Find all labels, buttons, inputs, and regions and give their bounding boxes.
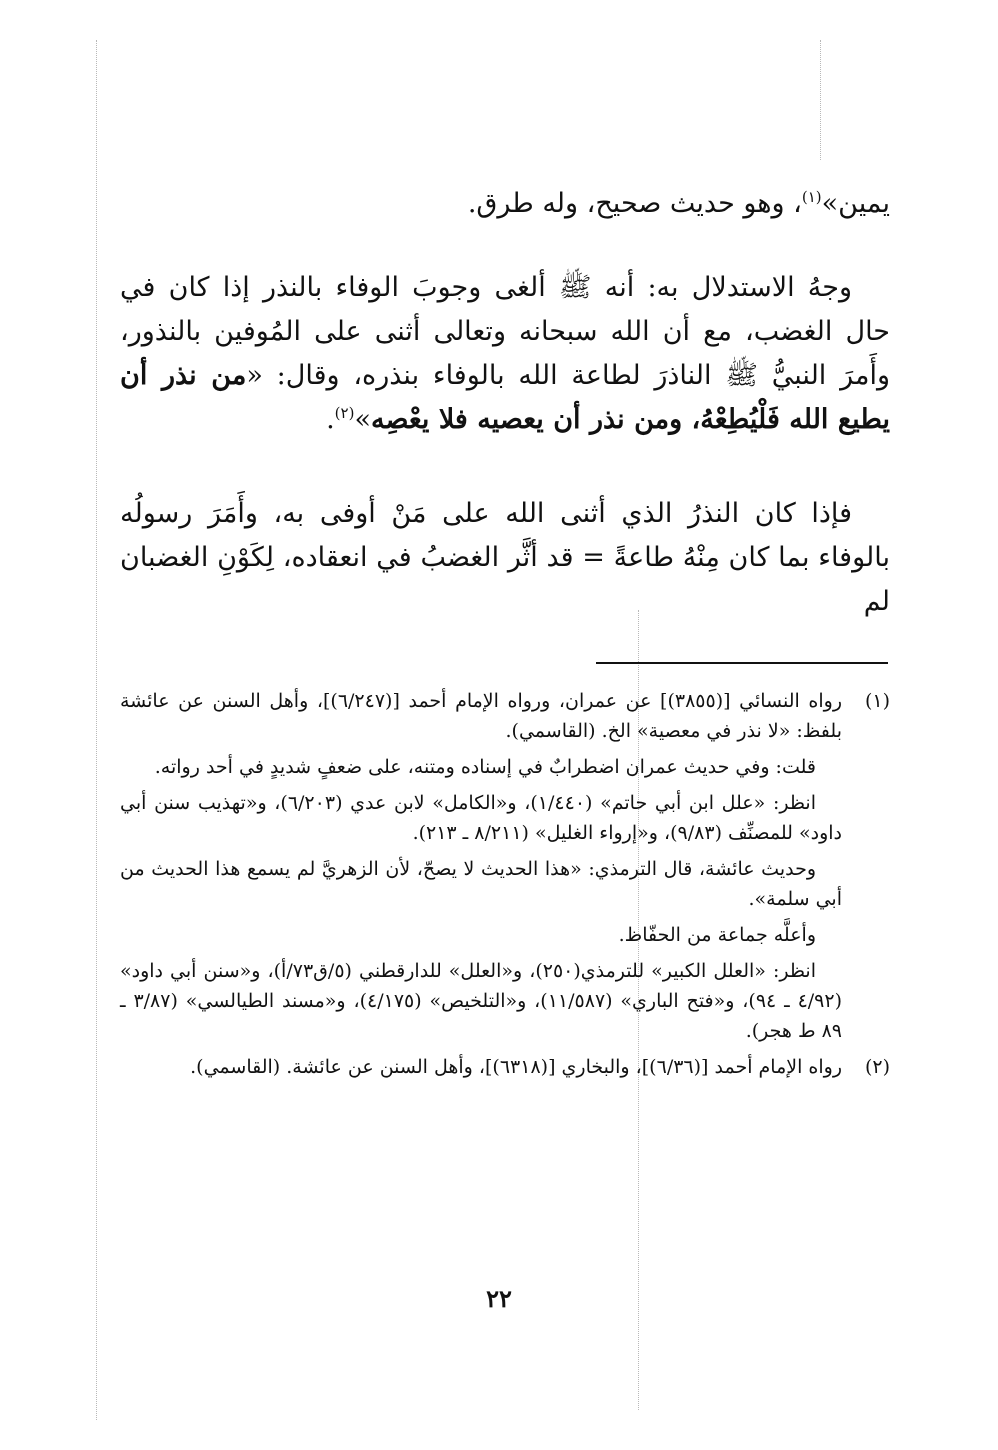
footnote-ref-2[interactable]: (٢): [334, 404, 355, 422]
footnote-note: وأعلَّه جماعة من الحفّاظ.: [618, 924, 816, 946]
hadith-quote: من نذر أن يطيع الله فَلْيُطِعْهُ، ومن نذر أن يعصيه فلا يعْصِه: [120, 360, 890, 435]
footnote-text: رواه النسائي [(٣٨٥٥)] عن عمران، ورواه الإمام أحمد [(٦/٢٤٧)]، وأهل السنن عن عائشة بلفظ: «لا نذر في معصية» الخ. (القاسمي).: [120, 690, 843, 742]
footnote-separator: [596, 662, 888, 664]
p2-plain: وجهُ الاستدلال به: أنه ﷺ ألغى وجوبَ الوفاء بالنذر إذا كان في حال الغضب، مع أن الله سبحانه وتعالى أثنى على المُوفين بالنذور، وأَمرَ النبيُّ ﷺ الناذرَ لطاعة الله بالوفاء بنذره، وقال: «: [120, 272, 890, 391]
footnote-number: (٢): [864, 1056, 890, 1078]
quote-close: »: [354, 404, 371, 435]
p1-text: يمين»: [821, 188, 890, 219]
footnote-ref-1[interactable]: (١): [801, 188, 822, 206]
footnotes: [120, 686, 890, 1088]
paragraph-reasoning: [120, 266, 890, 442]
paragraph-conclusion: [120, 492, 890, 624]
p3-text: فإذا كان النذرُ الذي أثنى الله على مَنْ أوفى به، وأَمَرَ رسولُه بالوفاء بما كان مِنْهُ طاعةً = قد أثَّر الغضبُ في انعقاده، لِكَوْنِ الغضبان لم: [120, 498, 890, 617]
scan-artifact-line: [820, 40, 821, 160]
paragraph-continuation: [120, 182, 890, 226]
footnote-note: انظر: «العلل الكبير» للترمذي(٢٥٠)، و«العلل» للدارقطني (٥/ق٧٣/أ)، و«سنن أبي داود» (٤/٩٢ ـ ٩٤)، و«فتح الباري» (١١/٥٨٧)، و«التلخيص» (٤/١٧٥)، و«مسند الطيالسي» (٣/٨٧ ـ ٨٩ ط هجر).: [120, 960, 843, 1042]
footnote-2: [120, 1052, 890, 1082]
page-number: ٢٢: [486, 1284, 512, 1313]
footnote-note: وحديث عائشة، قال الترمذي: «هذا الحديث لا يصحّ، لأن الزهريَّ لم يسمع هذا الحديث من أبي سلمة».: [120, 858, 842, 910]
footnote-1: [120, 686, 890, 746]
p2-end: .: [326, 404, 335, 435]
footnote-note: قلت: وفي حديث عمران اضطرابٌ في إسناده ومتنه، على ضعفٍ شديدٍ في أحد رواته.: [154, 756, 816, 778]
footnote-text: رواه الإمام أحمد [(٦/٣٦)]، والبخاري [(٦٣١٨)]، وأهل السنن عن عائشة. (القاسمي).: [190, 1056, 842, 1078]
footnote-number: (١): [864, 690, 890, 712]
footnote-note: انظر: «علل ابن أبي حاتم» (١/٤٤٠)، و«الكامل» لابن عدي (٦/٢٠٣)، و«تهذيب سنن أبي داود» للمصنِّف (٩/٨٣)، و«إرواء الغليل» (٨/٢١١ ـ ٢١٣).: [120, 792, 842, 844]
p1-rest: ، وهو حديث صحيح، وله طرق.: [467, 188, 802, 219]
scan-artifact-line: [96, 40, 97, 1420]
